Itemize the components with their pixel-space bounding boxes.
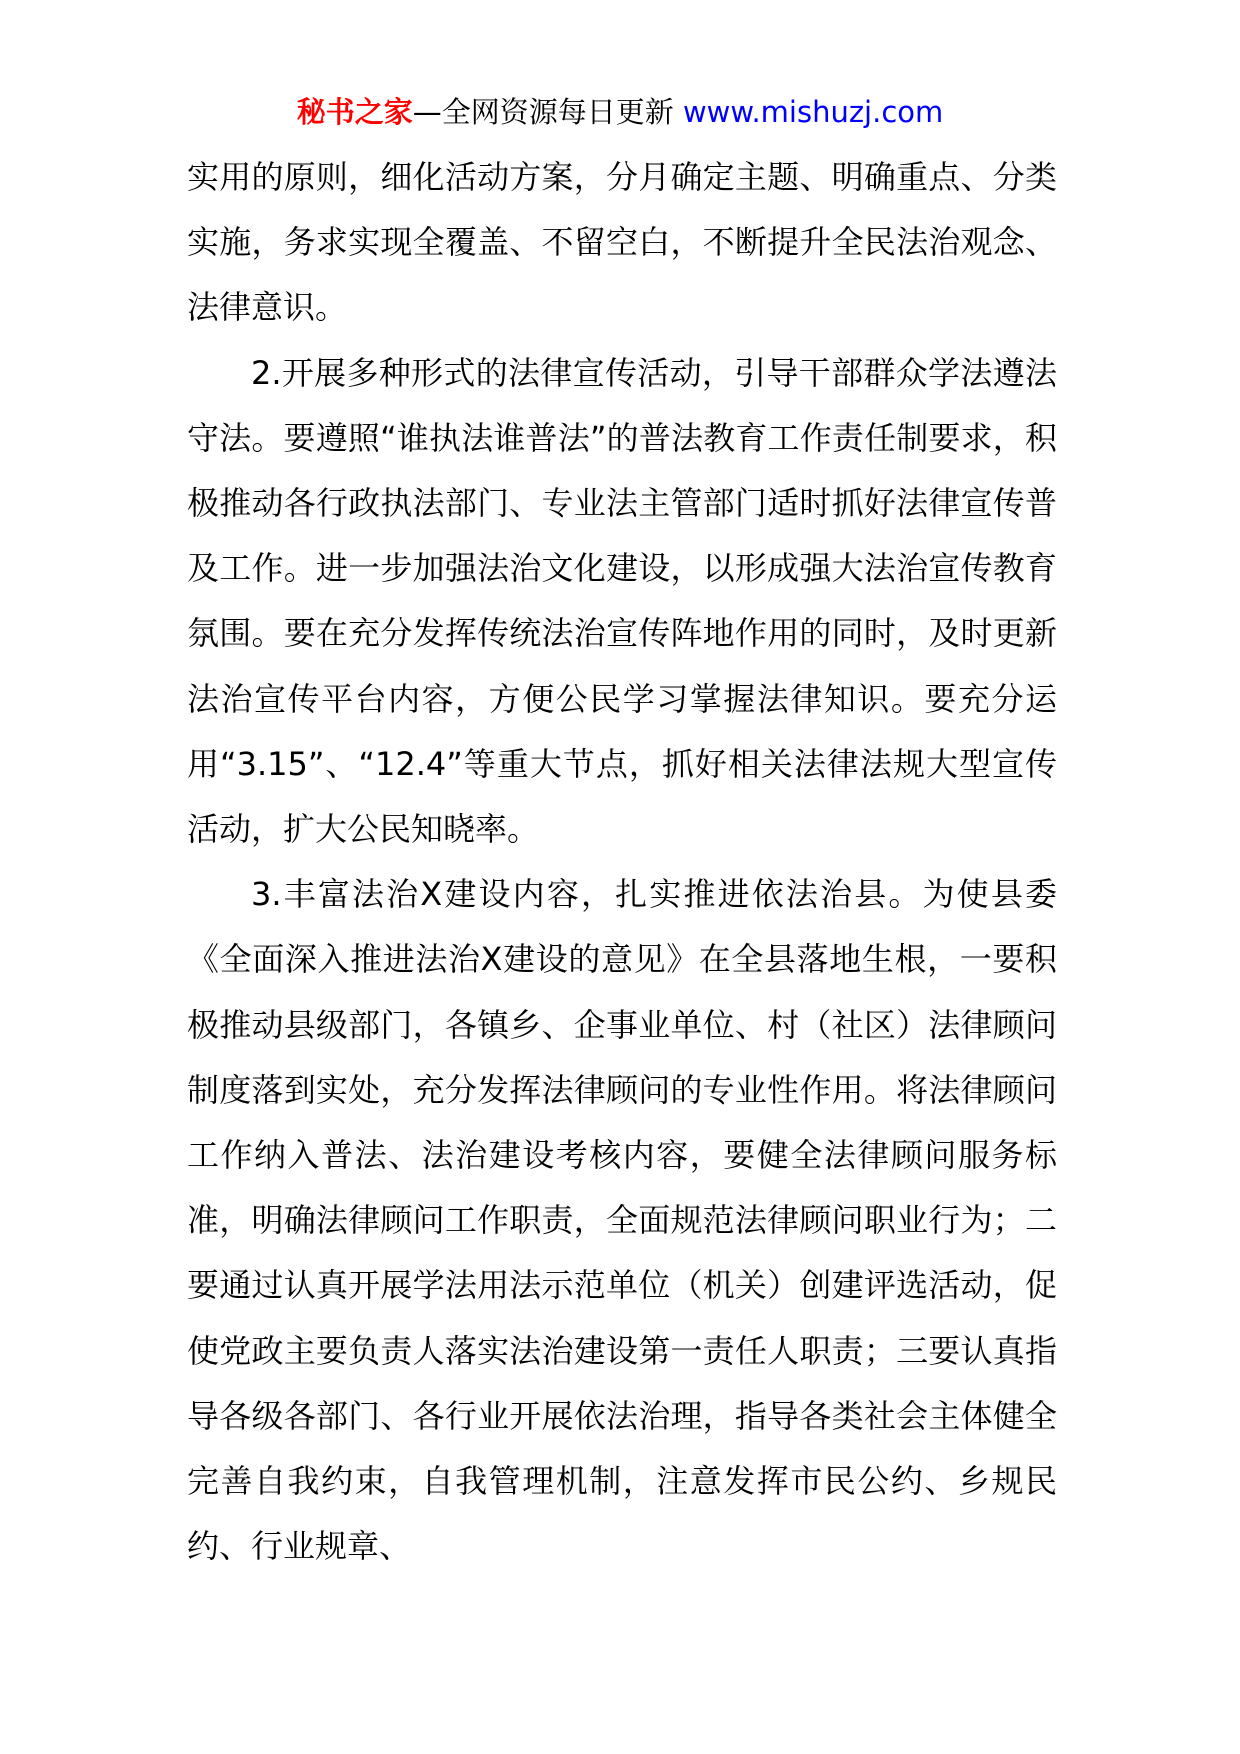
brand-name: 秘书之家 [296,95,413,129]
page-header [0,92,1240,132]
paragraph-3: 3.丰富法治X建设内容，扎实推进依法治县。为使县委《全面深入推进法治X建设的意见》在全县落地生根，一要积极推动县级部门，各镇乡、企事业单位、村（社区）法律顾问制度落到实处，充分发挥法律顾问的专业性作用。将法律顾问工作纳入普法、法治建设考核内容，要健全法律顾问服务标准，明确法律顾问工作职责，全面规范法律顾问职业行为；二要通过认真开展学法用法示范单位（机关）创建评选活动，促使党政主要负责人落实法治建设第一责任人职责；三要认真指导各级各部门、各行业开展依法治理，指导各类社会主体健全完善自我约束，自我管理机制，注意发挥市民公约、乡规民约、行业规章、 [187,875,1057,1566]
header-tagline: —全网资源每日更新 [412,95,683,129]
paragraph-1: 实用的原则，细化活动方案，分月确定主题、明确重点、分类实施，务求实现全覆盖、不留空白，不断提升全民法治观念、法律意识。 [187,158,1057,327]
document-body [187,145,1057,1579]
header-url-link[interactable]: www.mishuzj.com [682,95,944,129]
paragraph-2: 2.开展多种形式的法律宣传活动，引导干部群众学法遵法守法。要遵照“谁执法谁普法”的普法教育工作责任制要求，积极推动各行政执法部门、专业法主管部门适时抓好法律宣传普及工作。进一步加强法治文化建设，以形成强大法治宣传教育氛围。要在充分发挥传统法治宣传阵地作用的同时，及时更新法治宣传平台内容，方便公民学习掌握法律知识。要充分运用“3.15”、“12.4”等重大节点，抓好相关法律法规大型宣传活动，扩大公民知晓率。 [187,353,1057,849]
